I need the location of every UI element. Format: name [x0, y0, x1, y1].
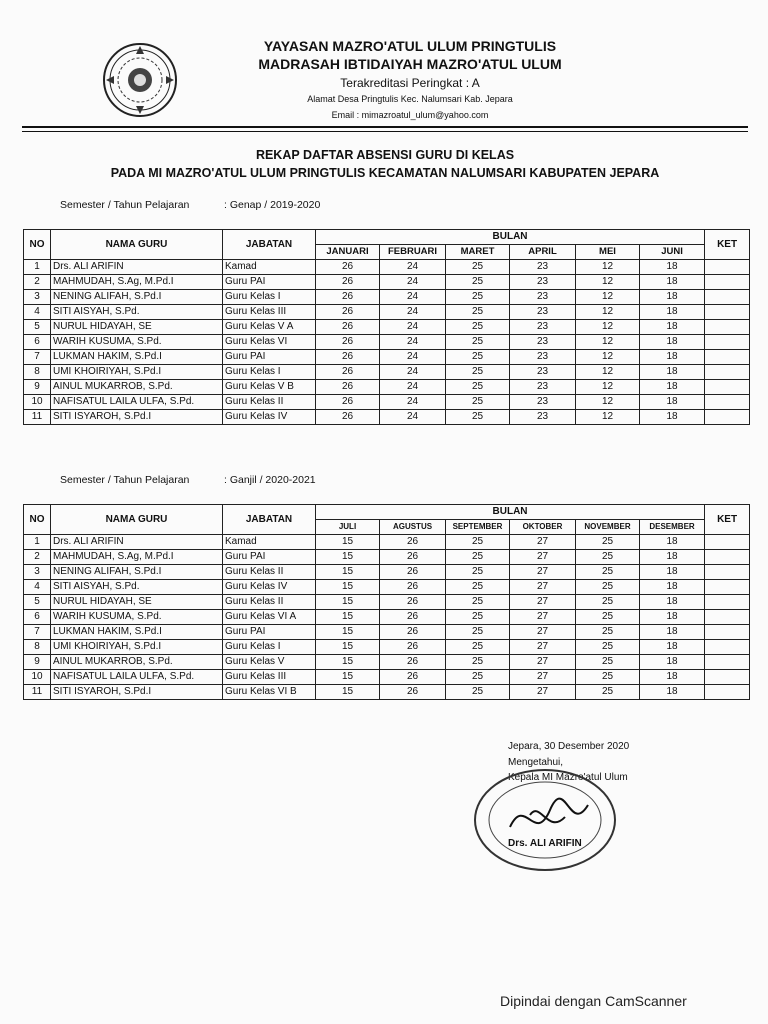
accreditation: Terakreditasi Peringkat : A [340, 76, 480, 90]
table-row [24, 655, 750, 670]
table-row [24, 260, 750, 275]
ket-cell [705, 275, 750, 290]
table-row [24, 535, 750, 550]
ket-cell [705, 550, 750, 565]
attendance-count: 15 [316, 580, 380, 595]
attendance-count: 25 [446, 685, 510, 700]
ket-cell [705, 320, 750, 335]
attendance-count: 25 [576, 550, 640, 565]
attendance-count: 27 [510, 685, 576, 700]
attendance-count: 26 [316, 395, 380, 410]
attendance-count: 24 [380, 275, 446, 290]
attendance-count: 15 [316, 565, 380, 580]
row-number: 2 [24, 275, 51, 290]
table-row [24, 395, 750, 410]
attendance-count: 15 [316, 655, 380, 670]
teacher-position: Guru Kelas V B [223, 380, 316, 395]
teacher-position: Guru Kelas VI A [223, 610, 316, 625]
teacher-position: Guru Kelas II [223, 565, 316, 580]
teacher-position: Guru Kelas II [223, 595, 316, 610]
teacher-name: UMI KHOIRIYAH, S.Pd.I [51, 640, 223, 655]
attendance-count: 25 [446, 320, 510, 335]
attendance-count: 25 [446, 565, 510, 580]
attendance-count: 26 [380, 685, 446, 700]
row-number: 3 [24, 565, 51, 580]
teacher-position: Guru Kelas VI [223, 335, 316, 350]
attendance-count: 26 [380, 535, 446, 550]
attendance-count: 25 [446, 380, 510, 395]
row-number: 4 [24, 580, 51, 595]
ket-cell [705, 260, 750, 275]
attendance-count: 25 [446, 580, 510, 595]
attendance-count: 18 [640, 275, 705, 290]
teacher-position: Guru PAI [223, 625, 316, 640]
teacher-name: MAHMUDAH, S.Ag, M.Pd.I [51, 550, 223, 565]
month-header: FEBRUARI [380, 245, 446, 260]
row-number: 1 [24, 260, 51, 275]
teacher-position: Kamad [223, 535, 316, 550]
attendance-count: 26 [316, 335, 380, 350]
row-number: 8 [24, 640, 51, 655]
attendance-count: 25 [576, 565, 640, 580]
attendance-count: 27 [510, 535, 576, 550]
teacher-name: MAHMUDAH, S.Ag, M.Pd.I [51, 275, 223, 290]
attendance-count: 18 [640, 655, 705, 670]
row-number: 7 [24, 350, 51, 365]
scanner-watermark: Dipindai dengan CamScanner [500, 993, 687, 1009]
signature-place-date: Jepara, 30 Desember 2020 [508, 741, 630, 752]
attendance-count: 12 [576, 305, 640, 320]
row-number: 3 [24, 290, 51, 305]
attendance-count: 27 [510, 565, 576, 580]
attendance-count: 25 [446, 275, 510, 290]
attendance-count: 26 [380, 595, 446, 610]
attendance-count: 26 [380, 640, 446, 655]
semester1-label: Semester / Tahun Pelajaran [60, 199, 190, 211]
attendance-count: 25 [576, 610, 640, 625]
teacher-name: SITI AISYAH, S.Pd. [51, 305, 223, 320]
month-header: JUNI [640, 245, 705, 260]
table-row [24, 365, 750, 380]
attendance-count: 26 [380, 610, 446, 625]
attendance-count: 27 [510, 640, 576, 655]
attendance-count: 25 [446, 595, 510, 610]
header-ket: KET [705, 505, 750, 535]
signature-role: Kepala MI Mazro'atul Ulum [508, 772, 628, 783]
table-row [24, 595, 750, 610]
ket-cell [705, 625, 750, 640]
row-number: 11 [24, 410, 51, 425]
teacher-name: NENING ALIFAH, S.Pd.I [51, 565, 223, 580]
attendance-count: 15 [316, 550, 380, 565]
teacher-name: LUKMAN HAKIM, S.Pd.I [51, 350, 223, 365]
ket-cell [705, 640, 750, 655]
attendance-count: 27 [510, 550, 576, 565]
teacher-name: WARIH KUSUMA, S.Pd. [51, 335, 223, 350]
attendance-count: 18 [640, 305, 705, 320]
attendance-count: 25 [446, 395, 510, 410]
attendance-count: 23 [510, 320, 576, 335]
attendance-count: 25 [446, 640, 510, 655]
attendance-count: 24 [380, 365, 446, 380]
attendance-count: 24 [380, 305, 446, 320]
attendance-count: 18 [640, 320, 705, 335]
attendance-count: 18 [640, 595, 705, 610]
ket-cell [705, 365, 750, 380]
attendance-count: 25 [576, 640, 640, 655]
attendance-count: 25 [446, 350, 510, 365]
month-header: AGUSTUS [380, 520, 446, 535]
attendance-count: 25 [446, 655, 510, 670]
teacher-name: SITI ISYAROH, S.Pd.I [51, 685, 223, 700]
table-row [24, 350, 750, 365]
signature-acknowledged: Mengetahui, [508, 757, 564, 768]
attendance-count: 23 [510, 380, 576, 395]
ket-cell [705, 610, 750, 625]
attendance-count: 25 [446, 625, 510, 640]
attendance-count: 18 [640, 395, 705, 410]
attendance-count: 12 [576, 260, 640, 275]
teacher-position: Guru Kelas III [223, 305, 316, 320]
attendance-count: 26 [380, 625, 446, 640]
month-header: MARET [446, 245, 510, 260]
header-ket: KET [705, 230, 750, 260]
table-row [24, 670, 750, 685]
teacher-position: Guru Kelas III [223, 670, 316, 685]
header-name: NAMA GURU [51, 505, 223, 535]
table-row [24, 580, 750, 595]
semester2-label: Semester / Tahun Pelajaran [60, 474, 190, 486]
month-header: APRIL [510, 245, 576, 260]
table-row [24, 275, 750, 290]
header-no: NO [24, 505, 51, 535]
attendance-count: 12 [576, 395, 640, 410]
teacher-name: NAFISATUL LAILA ULFA, S.Pd. [51, 395, 223, 410]
attendance-count: 26 [316, 365, 380, 380]
attendance-count: 23 [510, 410, 576, 425]
attendance-count: 23 [510, 395, 576, 410]
teacher-name: AINUL MUKARROB, S.Pd. [51, 380, 223, 395]
attendance-count: 15 [316, 685, 380, 700]
document-subtitle: PADA MI MAZRO'ATUL ULUM PRINGTULIS KECAMATAN NALUMSARI KABUPATEN JEPARA [110, 166, 660, 180]
attendance-count: 25 [446, 365, 510, 380]
attendance-count: 18 [640, 625, 705, 640]
teacher-name: WARIH KUSUMA, S.Pd. [51, 610, 223, 625]
foundation-name: YAYASAN MAZRO'ATUL ULUM PRINGTULIS [263, 38, 557, 54]
row-number: 10 [24, 670, 51, 685]
attendance-count: 25 [576, 625, 640, 640]
table-row [24, 625, 750, 640]
teacher-name: Drs. ALI ARIFIN [51, 535, 223, 550]
teacher-name: UMI KHOIRIYAH, S.Pd.I [51, 365, 223, 380]
attendance-count: 25 [446, 535, 510, 550]
attendance-count: 26 [316, 305, 380, 320]
attendance-count: 26 [380, 580, 446, 595]
attendance-count: 18 [640, 670, 705, 685]
attendance-count: 25 [446, 550, 510, 565]
attendance-count: 12 [576, 365, 640, 380]
header-position: JABATAN [223, 230, 316, 260]
ket-cell [705, 305, 750, 320]
attendance-count: 23 [510, 335, 576, 350]
row-number: 2 [24, 550, 51, 565]
attendance-count: 18 [640, 685, 705, 700]
attendance-count: 25 [446, 260, 510, 275]
ket-cell [705, 670, 750, 685]
attendance-count: 26 [380, 655, 446, 670]
attendance-count: 23 [510, 350, 576, 365]
teacher-position: Guru Kelas V A [223, 320, 316, 335]
row-number: 6 [24, 335, 51, 350]
month-header: OKTOBER [510, 520, 576, 535]
teacher-name: LUKMAN HAKIM, S.Pd.I [51, 625, 223, 640]
attendance-count: 18 [640, 350, 705, 365]
month-header: MEI [576, 245, 640, 260]
attendance-count: 23 [510, 305, 576, 320]
row-number: 4 [24, 305, 51, 320]
school-name: MADRASAH IBTIDAIYAH MAZRO'ATUL ULUM [258, 56, 562, 72]
teacher-position: Guru PAI [223, 350, 316, 365]
attendance-count: 27 [510, 670, 576, 685]
attendance-count: 24 [380, 350, 446, 365]
attendance-count: 24 [380, 260, 446, 275]
attendance-count: 23 [510, 365, 576, 380]
attendance-count: 15 [316, 595, 380, 610]
semester2-value: : Ganjil / 2020-2021 [224, 474, 316, 486]
school-address: Alamat Desa Pringtulis Kec. Nalumsari Kab. Jepara [307, 94, 513, 104]
attendance-count: 25 [446, 610, 510, 625]
attendance-count: 15 [316, 535, 380, 550]
attendance-count: 26 [316, 290, 380, 305]
row-number: 5 [24, 320, 51, 335]
teacher-position: Guru Kelas I [223, 290, 316, 305]
ket-cell [705, 565, 750, 580]
row-number: 6 [24, 610, 51, 625]
attendance-count: 18 [640, 640, 705, 655]
row-number: 1 [24, 535, 51, 550]
teacher-name: AINUL MUKARROB, S.Pd. [51, 655, 223, 670]
header-position: JABATAN [223, 505, 316, 535]
row-number: 8 [24, 365, 51, 380]
ket-cell [705, 685, 750, 700]
attendance-count: 15 [316, 625, 380, 640]
attendance-count: 18 [640, 290, 705, 305]
attendance-count: 18 [640, 410, 705, 425]
attendance-count: 27 [510, 610, 576, 625]
attendance-count: 18 [640, 535, 705, 550]
teacher-position: Guru Kelas IV [223, 410, 316, 425]
attendance-count: 24 [380, 335, 446, 350]
row-number: 11 [24, 685, 51, 700]
teacher-position: Guru Kelas V [223, 655, 316, 670]
attendance-count: 27 [510, 580, 576, 595]
attendance-count: 24 [380, 410, 446, 425]
row-number: 7 [24, 625, 51, 640]
attendance-count: 25 [576, 580, 640, 595]
table-row [24, 305, 750, 320]
attendance-count: 25 [446, 410, 510, 425]
table-row [24, 335, 750, 350]
month-header: JULI [316, 520, 380, 535]
table-row [24, 320, 750, 335]
table-row [24, 610, 750, 625]
attendance-count: 26 [316, 275, 380, 290]
ket-cell [705, 290, 750, 305]
ket-cell [705, 580, 750, 595]
row-number: 10 [24, 395, 51, 410]
attendance-count: 18 [640, 565, 705, 580]
attendance-count: 18 [640, 550, 705, 565]
ket-cell [705, 410, 750, 425]
table-row [24, 565, 750, 580]
ket-cell [705, 335, 750, 350]
header-rule-thick [22, 126, 748, 128]
teacher-position: Guru Kelas I [223, 640, 316, 655]
attendance-count: 23 [510, 260, 576, 275]
teacher-position: Guru Kelas II [223, 395, 316, 410]
ket-cell [705, 350, 750, 365]
attendance-table-semester2 [23, 504, 750, 700]
month-header: JANUARI [316, 245, 380, 260]
attendance-count: 15 [316, 670, 380, 685]
table-row [24, 685, 750, 700]
attendance-count: 26 [316, 260, 380, 275]
attendance-count: 26 [316, 410, 380, 425]
attendance-count: 27 [510, 625, 576, 640]
attendance-count: 25 [576, 535, 640, 550]
row-number: 5 [24, 595, 51, 610]
teacher-position: Kamad [223, 260, 316, 275]
teacher-name: NURUL HIDAYAH, SE [51, 320, 223, 335]
attendance-count: 24 [380, 380, 446, 395]
attendance-count: 26 [316, 350, 380, 365]
attendance-count: 26 [316, 380, 380, 395]
attendance-count: 12 [576, 410, 640, 425]
header-month-group: BULAN [316, 230, 705, 245]
teacher-position: Guru Kelas I [223, 365, 316, 380]
table-row [24, 550, 750, 565]
attendance-count: 12 [576, 290, 640, 305]
teacher-name: NURUL HIDAYAH, SE [51, 595, 223, 610]
attendance-count: 15 [316, 610, 380, 625]
attendance-count: 12 [576, 275, 640, 290]
attendance-count: 18 [640, 580, 705, 595]
teacher-name: NAFISATUL LAILA ULFA, S.Pd. [51, 670, 223, 685]
official-stamp [470, 765, 620, 875]
attendance-count: 15 [316, 640, 380, 655]
attendance-count: 12 [576, 350, 640, 365]
month-header: DESEMBER [640, 520, 705, 535]
attendance-count: 24 [380, 395, 446, 410]
school-logo [100, 40, 180, 120]
header-name: NAMA GURU [51, 230, 223, 260]
attendance-count: 23 [510, 275, 576, 290]
teacher-position: Guru PAI [223, 275, 316, 290]
attendance-count: 18 [640, 260, 705, 275]
attendance-count: 26 [380, 565, 446, 580]
document-title: REKAP DAFTAR ABSENSI GURU DI KELAS [255, 148, 515, 162]
header-no: NO [24, 230, 51, 260]
teacher-position: Guru Kelas IV [223, 580, 316, 595]
attendance-count: 18 [640, 380, 705, 395]
attendance-count: 12 [576, 320, 640, 335]
attendance-count: 24 [380, 290, 446, 305]
attendance-count: 27 [510, 655, 576, 670]
attendance-count: 26 [380, 670, 446, 685]
teacher-name: SITI ISYAROH, S.Pd.I [51, 410, 223, 425]
teacher-position: Guru PAI [223, 550, 316, 565]
attendance-count: 26 [380, 550, 446, 565]
attendance-table-semester1 [23, 229, 750, 425]
header-rule-thin [22, 131, 748, 132]
ket-cell [705, 595, 750, 610]
table-row [24, 410, 750, 425]
month-header: SEPTEMBER [446, 520, 510, 535]
teacher-name: SITI AISYAH, S.Pd. [51, 580, 223, 595]
ket-cell [705, 655, 750, 670]
ket-cell [705, 395, 750, 410]
attendance-count: 25 [576, 685, 640, 700]
ket-cell [705, 380, 750, 395]
teacher-name: Drs. ALI ARIFIN [51, 260, 223, 275]
attendance-count: 25 [446, 670, 510, 685]
teacher-position: Guru Kelas VI B [223, 685, 316, 700]
attendance-count: 25 [446, 335, 510, 350]
ket-cell [705, 535, 750, 550]
attendance-count: 25 [446, 305, 510, 320]
header-month-group: BULAN [316, 505, 705, 520]
table-row [24, 640, 750, 655]
month-header: NOVEMBER [576, 520, 640, 535]
attendance-count: 25 [446, 290, 510, 305]
attendance-count: 23 [510, 290, 576, 305]
row-number: 9 [24, 655, 51, 670]
teacher-name: NENING ALIFAH, S.Pd.I [51, 290, 223, 305]
semester1-value: : Genap / 2019-2020 [224, 199, 321, 211]
row-number: 9 [24, 380, 51, 395]
attendance-count: 26 [316, 320, 380, 335]
attendance-count: 25 [576, 595, 640, 610]
signature-name: Drs. ALI ARIFIN [508, 838, 582, 849]
attendance-count: 25 [576, 670, 640, 685]
school-email: Email : mimazroatul_ulum@yahoo.com [331, 110, 489, 120]
attendance-count: 18 [640, 610, 705, 625]
table-row [24, 290, 750, 305]
attendance-count: 18 [640, 365, 705, 380]
attendance-count: 12 [576, 380, 640, 395]
attendance-count: 24 [380, 320, 446, 335]
table-row [24, 380, 750, 395]
attendance-count: 18 [640, 335, 705, 350]
attendance-count: 25 [576, 655, 640, 670]
attendance-count: 27 [510, 595, 576, 610]
attendance-count: 12 [576, 335, 640, 350]
